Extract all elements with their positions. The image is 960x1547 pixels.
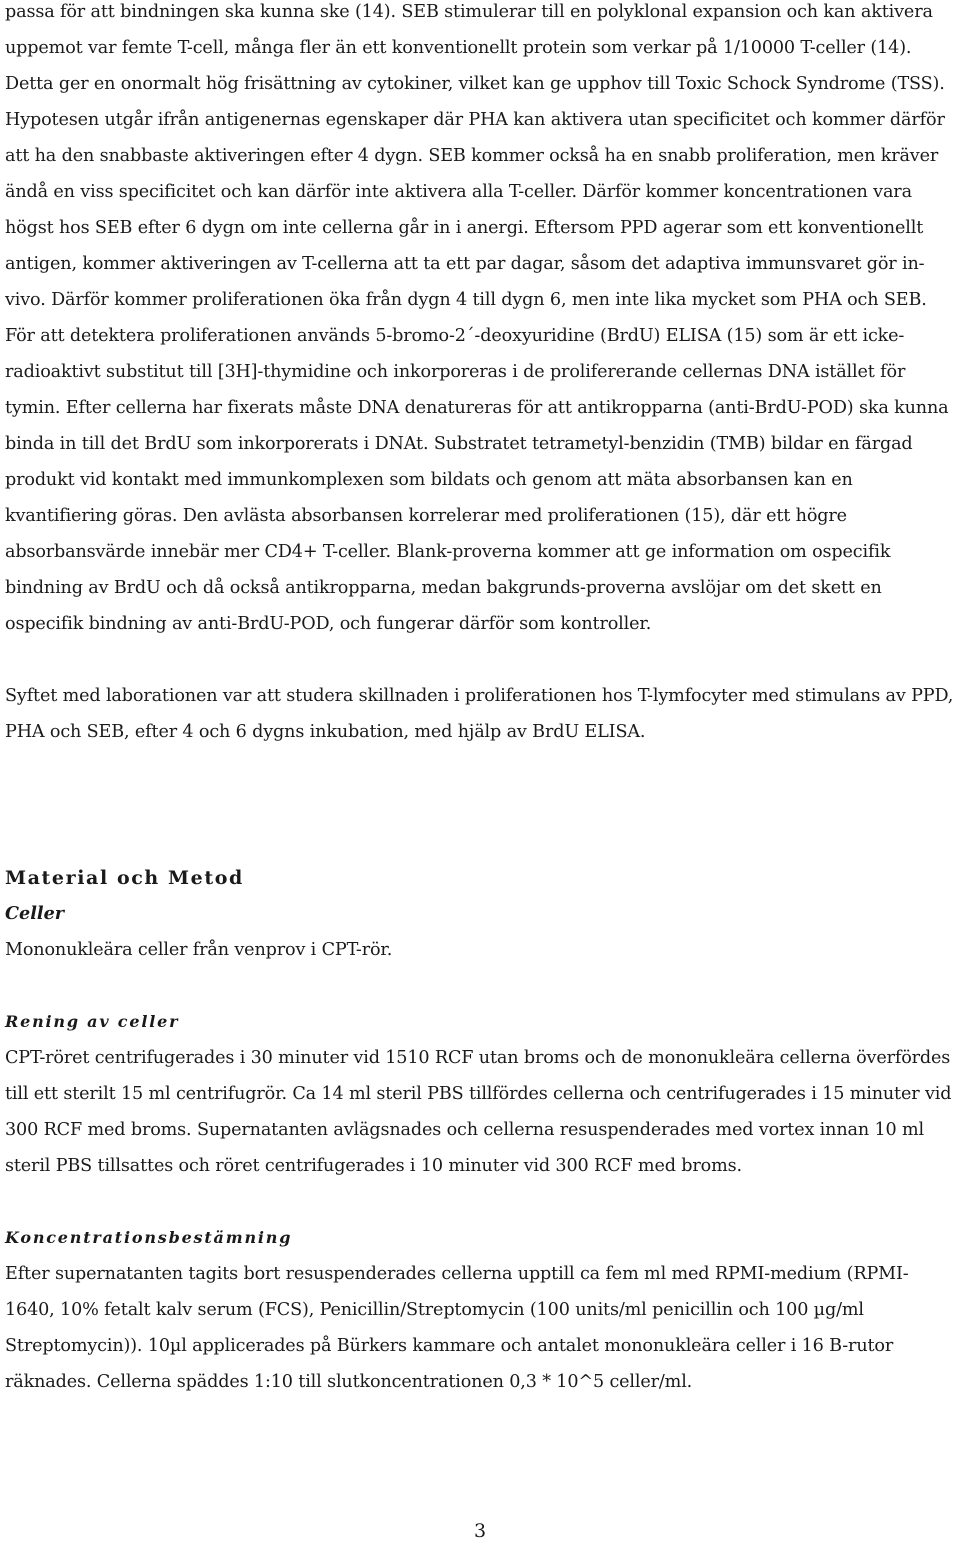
- paragraph-purification: CPT-röret centrifugerades i 30 minuter vid 1510 RCF utan broms och de mononukleära cellerna överfördes till ett sterilt 15 ml centrifugrör. Ca 14 ml steril PBS tillfördes cellerna och centrifugerades i 15 minuter vid 300 RCF med broms. Supernatanten avlägsnades och cellerna resuspenderades med vortex innan 10 ml steril PBS tillsattes och röret centrifugerades i 10 minuter vid 300 RCF med broms.: [5, 1048, 952, 1176]
- page-number: 3: [473, 1520, 487, 1542]
- subheading-concentration: Koncentrationsbestämning: [5, 1228, 293, 1247]
- paragraph-brdu: För att detektera proliferationen används 5-bromo-2´-deoxyuridine (BrdU) ELISA (15) som är ett icke-radioaktivt substitut till [3H]-thymidine och inkorporeras i de prolifererande cellernas DNA istället för tymin. Efter cellerna har fixerats måste DNA denatureras för att antikropparna (anti-BrdU-POD) ska kunna binda in till det BrdU som inkorporerats i DNAt. Substratet tetrametyl-benzidin (TMB) bildar en färgad produkt vid kontakt med immunkomplexen som bildats och genom att mäta absorbansen kan en kvantifiering göras. Den avlästa absorbansen korrelerar med proliferationen (15), där ett högre absorbansvärde innebär mer CD4+ T-celler. Blank-proverna kommer att ge information om ospecifik bindning av BrdU och då också antikropparna, medan bakgrunds-proverna avslöjar om det skett en ospecifik bindning av anti-BrdU-POD, och fungerar därför som kontroller.: [5, 326, 949, 634]
- subheading-purification: Rening av celler: [5, 1012, 180, 1031]
- paragraph-intro-end: passa för att bindningen ska kunna ske (14). SEB stimulerar till en polyklonal expansion och kan aktivera uppemot var femte T-cell, många fler än ett konventionellt protein som verkar på 1/10000 T-celler (14). Detta ger en onormalt hög frisättning av cytokiner, vilket kan ge upphov till Toxic Schock Syndrome (TSS).: [5, 2, 945, 94]
- paragraph-cells: Mononukleära celler från venprov i CPT-rör.: [5, 940, 393, 960]
- document-page: [5, 0, 957, 1400]
- subheading-cells: Celler: [5, 903, 65, 924]
- paragraph-purpose: Syftet med laborationen var att studera skillnaden i proliferationen hos T-lymfocyter med stimulans av PPD, PHA och SEB, efter 4 och 6 dygns inkubation, med hjälp av BrdU ELISA.: [5, 686, 954, 742]
- paragraph-concentration: Efter supernatanten tagits bort resuspenderades cellerna upptill ca fem ml med RPMI-medium (RPMI-1640, 10% fetalt kalv serum (FCS), Penicillin/Streptomycin (100 units/ml penicillin och 100 µg/ml Streptomycin)). 10µl applicerades på Bürkers kammare och antalet mononukleära celler i 16 B-rutor räknades. Cellerna späddes 1:10 till slutkoncentrationen 0,3 * 10^5 celler/ml.: [5, 1264, 909, 1392]
- paragraph-hypothesis: Hypotesen utgår ifrån antigenernas egenskaper där PHA kan aktivera utan specificitet och kommer därför att ha den snabbaste aktiveringen efter 4 dygn. SEB kommer också ha en snabb proliferation, men kräver ändå en viss specificitet och kan därför inte aktivera alla T-celler. Därför kommer koncentrationen vara högst hos SEB efter 6 dygn om inte cellerna går in i anergi. Eftersom PPD agerar som ett konventionellt antigen, kommer aktiveringen av T-cellerna att ta ett par dagar, såsom det adaptiva immunsvaret gör in-vivo. Därför kommer proliferationen öka från dygn 4 till dygn 6, men inte lika mycket som PHA och SEB.: [5, 110, 945, 310]
- section-heading-methods: Material och Metod: [5, 867, 244, 889]
